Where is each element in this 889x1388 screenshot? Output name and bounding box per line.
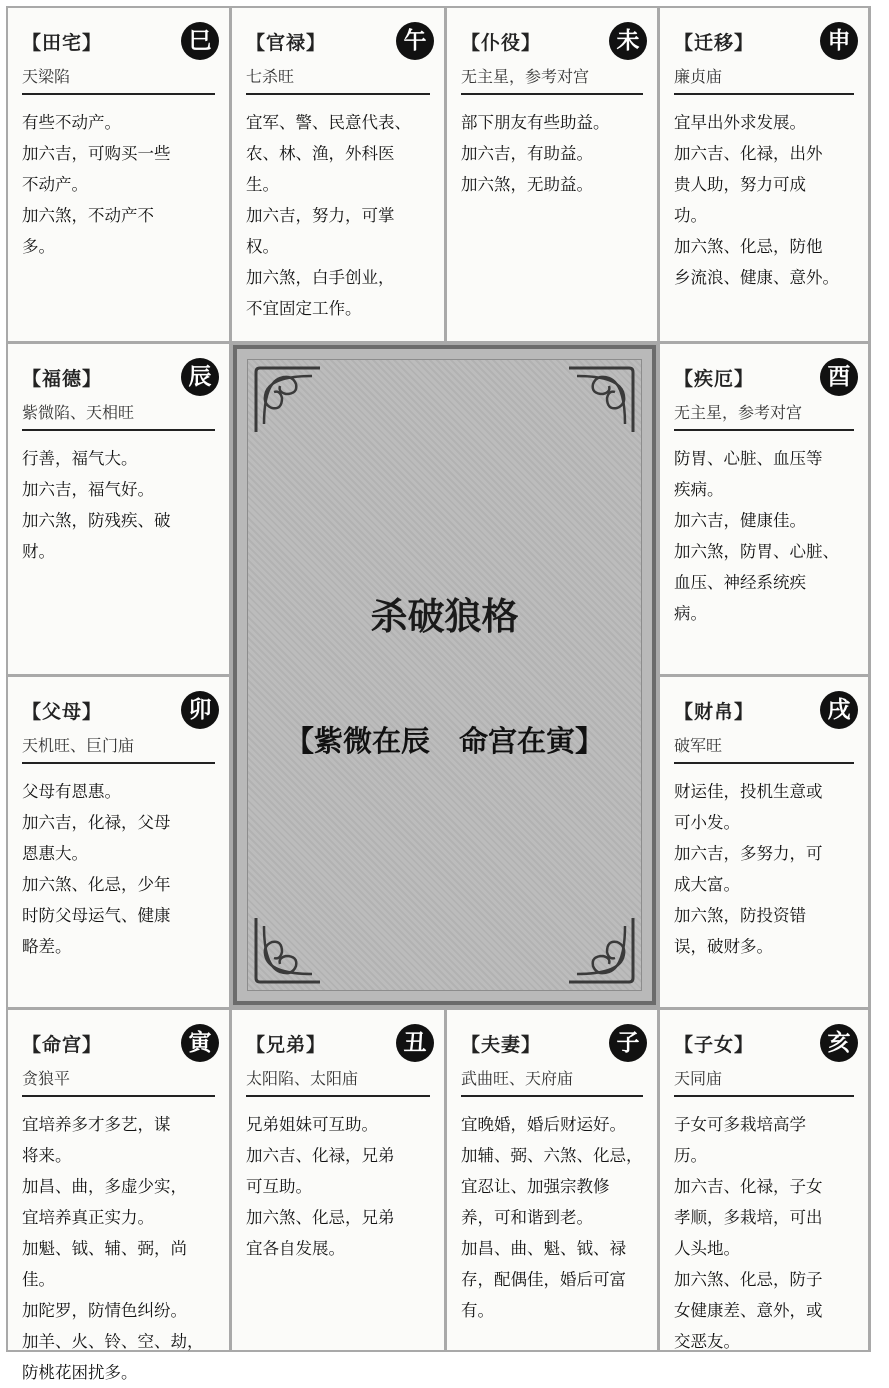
palace-name: 【父母】 bbox=[22, 701, 103, 723]
palace-stars: 七杀旺 bbox=[246, 64, 430, 95]
description-line: 子女可多栽培高学 bbox=[674, 1115, 806, 1134]
palace-description bbox=[461, 107, 643, 200]
description-line: 可小发。 bbox=[674, 813, 740, 832]
palace-stars: 天梁陷 bbox=[22, 64, 215, 95]
earthly-branch-badge: 寅 bbox=[181, 1024, 219, 1062]
earthly-branch-badge: 卯 bbox=[181, 691, 219, 729]
description-line: 养，可和谐到老。 bbox=[461, 1208, 593, 1227]
description-line: 人头地。 bbox=[674, 1239, 740, 1258]
description-line: 加六煞，白手创业， bbox=[246, 268, 395, 287]
description-line: 加六吉，化禄，父母 bbox=[22, 813, 171, 832]
palace-stars: 天同庙 bbox=[674, 1066, 854, 1097]
description-line: 加陀罗，防情色纠纷。 bbox=[22, 1301, 187, 1320]
palace-name: 【田宅】 bbox=[22, 32, 103, 54]
palace-description bbox=[674, 1109, 854, 1357]
palace-cell bbox=[660, 1010, 868, 1350]
earthly-branch-badge: 亥 bbox=[820, 1024, 858, 1062]
palace-description bbox=[674, 443, 854, 629]
palace-cell bbox=[660, 677, 868, 1007]
palace-cell bbox=[8, 677, 229, 1007]
palace-name: 【官禄】 bbox=[246, 32, 327, 54]
palace-name: 【财帛】 bbox=[674, 701, 755, 723]
palace-stars: 破军旺 bbox=[674, 733, 854, 764]
corner-ornament-icon bbox=[565, 914, 637, 986]
description-line: 宜早出外求发展。 bbox=[674, 113, 806, 132]
palace-name: 【仆役】 bbox=[461, 32, 542, 54]
description-line: 加羊、火、铃、空、劫， bbox=[22, 1332, 204, 1351]
description-line: 加魁、钺、辅、弼，尚 bbox=[22, 1239, 187, 1258]
description-line: 宜各自发展。 bbox=[246, 1239, 345, 1258]
description-line: 将来。 bbox=[22, 1146, 72, 1165]
description-line: 孝顺，多栽培，可出 bbox=[674, 1208, 823, 1227]
description-line: 存，配偶佳，婚后可富 bbox=[461, 1270, 626, 1289]
palace-description bbox=[22, 107, 215, 262]
description-line: 加六吉，多努力，可 bbox=[674, 844, 823, 863]
description-line: 生。 bbox=[246, 175, 279, 194]
palace-stars: 太阳陷、太阳庙 bbox=[246, 1066, 430, 1097]
description-line: 交恶友。 bbox=[674, 1332, 740, 1351]
description-line: 可互助。 bbox=[246, 1177, 312, 1196]
description-line: 财。 bbox=[22, 542, 55, 561]
palace-stars: 天机旺、巨门庙 bbox=[22, 733, 215, 764]
description-line: 防胃、心脏、血压等 bbox=[674, 449, 823, 468]
palace-header bbox=[22, 697, 215, 731]
palace-name: 【福德】 bbox=[22, 368, 103, 390]
earthly-branch-badge: 丑 bbox=[396, 1024, 434, 1062]
description-line: 女健康差、意外，或 bbox=[674, 1301, 823, 1320]
description-line: 加六煞，防残疾、破 bbox=[22, 511, 171, 530]
description-line: 行善，福气大。 bbox=[22, 449, 138, 468]
description-line: 不动产。 bbox=[22, 175, 88, 194]
center-panel bbox=[233, 345, 656, 1005]
description-line: 宜军、警、民意代表、 bbox=[246, 113, 411, 132]
description-line: 有。 bbox=[461, 1301, 494, 1320]
palace-header bbox=[461, 28, 643, 62]
description-line: 农、林、渔，外科医 bbox=[246, 144, 395, 163]
palace-stars: 贪狼平 bbox=[22, 1066, 215, 1097]
palace-stars: 无主星，参考对宫 bbox=[674, 400, 854, 431]
description-line: 加六吉，有助益。 bbox=[461, 144, 593, 163]
earthly-branch-badge: 酉 bbox=[820, 358, 858, 396]
palace-name: 【子女】 bbox=[674, 1034, 755, 1056]
palace-stars: 廉贞庙 bbox=[674, 64, 854, 95]
corner-ornament-icon bbox=[252, 364, 324, 436]
earthly-branch-badge: 子 bbox=[609, 1024, 647, 1062]
description-line: 兄弟姐妹可互助。 bbox=[246, 1115, 378, 1134]
description-line: 加六煞，防胃、心脏、 bbox=[674, 542, 839, 561]
palace-description bbox=[246, 1109, 430, 1264]
palace-cell bbox=[8, 1010, 229, 1382]
earthly-branch-badge: 辰 bbox=[181, 358, 219, 396]
palace-header bbox=[461, 1030, 643, 1064]
chart-subtitle: 【紫微在辰 命宫在寅】 bbox=[284, 724, 604, 758]
palace-header bbox=[246, 1030, 430, 1064]
description-line: 加六煞，无助益。 bbox=[461, 175, 593, 194]
earthly-branch-badge: 申 bbox=[820, 22, 858, 60]
palace-name: 【命宫】 bbox=[22, 1034, 103, 1056]
palace-name: 【疾厄】 bbox=[674, 368, 755, 390]
center-inner bbox=[247, 359, 642, 991]
palace-name: 【迁移】 bbox=[674, 32, 755, 54]
description-line: 防桃花困扰多。 bbox=[22, 1363, 138, 1382]
description-line: 成大富。 bbox=[674, 875, 740, 894]
palace-description bbox=[674, 107, 854, 293]
description-line: 部下朋友有些助益。 bbox=[461, 113, 610, 132]
palace-description bbox=[461, 1109, 643, 1326]
palace-header bbox=[22, 1030, 215, 1064]
palace-cell bbox=[447, 1010, 657, 1350]
palace-header bbox=[22, 28, 215, 62]
description-line: 恩惠大。 bbox=[22, 844, 88, 863]
palace-cell bbox=[232, 1010, 444, 1350]
description-line: 加六煞、化忌，兄弟 bbox=[246, 1208, 395, 1227]
description-line: 加六吉，可购买一些 bbox=[22, 144, 171, 163]
description-line: 贵人助，努力可成 bbox=[674, 175, 806, 194]
palace-description bbox=[22, 1109, 215, 1388]
description-line: 加六煞，防投资错 bbox=[674, 906, 806, 925]
palace-header bbox=[674, 1030, 854, 1064]
earthly-branch-badge: 午 bbox=[396, 22, 434, 60]
palace-cell bbox=[660, 344, 868, 674]
description-line: 略差。 bbox=[22, 937, 72, 956]
palace-description bbox=[22, 443, 215, 567]
palace-cell bbox=[8, 8, 229, 341]
description-line: 加六煞、化忌，防他 bbox=[674, 237, 823, 256]
earthly-branch-badge: 巳 bbox=[181, 22, 219, 60]
description-line: 加六吉、化禄，出外 bbox=[674, 144, 823, 163]
description-line: 权。 bbox=[246, 237, 279, 256]
description-line: 多。 bbox=[22, 237, 55, 256]
palace-header bbox=[674, 697, 854, 731]
description-line: 乡流浪、健康、意外。 bbox=[674, 268, 839, 287]
palace-cell bbox=[8, 344, 229, 674]
description-line: 宜培养真正实力。 bbox=[22, 1208, 154, 1227]
description-line: 宜忍让、加强宗教修 bbox=[461, 1177, 610, 1196]
description-line: 加六吉、化禄，兄弟 bbox=[246, 1146, 395, 1165]
palace-cell bbox=[232, 8, 444, 341]
description-line: 加六吉、化禄，子女 bbox=[674, 1177, 823, 1196]
palace-header bbox=[22, 364, 215, 398]
palace-name: 【夫妻】 bbox=[461, 1034, 542, 1056]
palace-stars: 紫微陷、天相旺 bbox=[22, 400, 215, 431]
palace-description bbox=[22, 776, 215, 962]
description-line: 宜培养多才多艺，谋 bbox=[22, 1115, 171, 1134]
palace-name: 【兄弟】 bbox=[246, 1034, 327, 1056]
description-line: 佳。 bbox=[22, 1270, 55, 1289]
description-line: 加六吉，健康佳。 bbox=[674, 511, 806, 530]
earthly-branch-badge: 戌 bbox=[820, 691, 858, 729]
palace-header bbox=[674, 364, 854, 398]
description-line: 功。 bbox=[674, 206, 707, 225]
description-line: 疾病。 bbox=[674, 480, 724, 499]
description-line: 误，破财多。 bbox=[674, 937, 773, 956]
description-line: 血压、神经系统疾 bbox=[674, 573, 806, 592]
description-line: 宜晚婚，婚后财运好。 bbox=[461, 1115, 626, 1134]
description-line: 病。 bbox=[674, 604, 707, 623]
description-line: 父母有恩惠。 bbox=[22, 782, 121, 801]
description-line: 财运佳，投机生意或 bbox=[674, 782, 823, 801]
earthly-branch-badge: 未 bbox=[609, 22, 647, 60]
palace-header bbox=[674, 28, 854, 62]
description-line: 加六吉，福气好。 bbox=[22, 480, 154, 499]
description-line: 时防父母运气、健康 bbox=[22, 906, 171, 925]
palace-cell bbox=[447, 8, 657, 341]
description-line: 不宜固定工作。 bbox=[246, 299, 362, 318]
palace-stars: 无主星，参考对宫 bbox=[461, 64, 643, 95]
palace-header bbox=[246, 28, 430, 62]
palace-description bbox=[674, 776, 854, 962]
description-line: 有些不动产。 bbox=[22, 113, 121, 132]
palace-cell bbox=[660, 8, 868, 341]
corner-ornament-icon bbox=[565, 364, 637, 436]
description-line: 加六煞、化忌，防子 bbox=[674, 1270, 823, 1289]
palace-stars: 武曲旺、天府庙 bbox=[461, 1066, 643, 1097]
description-line: 加辅、弼、六煞、化忌， bbox=[461, 1146, 643, 1165]
description-line: 历。 bbox=[674, 1146, 707, 1165]
description-line: 加昌、曲、魁、钺、禄 bbox=[461, 1239, 626, 1258]
corner-ornament-icon bbox=[252, 914, 324, 986]
chart-title: 杀破狼格 bbox=[370, 594, 519, 638]
description-line: 加六吉，努力，可掌 bbox=[246, 206, 395, 225]
palace-description bbox=[246, 107, 430, 324]
description-line: 加昌、曲，多虚少实， bbox=[22, 1177, 187, 1196]
description-line: 加六煞、化忌，少年 bbox=[22, 875, 171, 894]
description-line: 加六煞，不动产不 bbox=[22, 206, 154, 225]
